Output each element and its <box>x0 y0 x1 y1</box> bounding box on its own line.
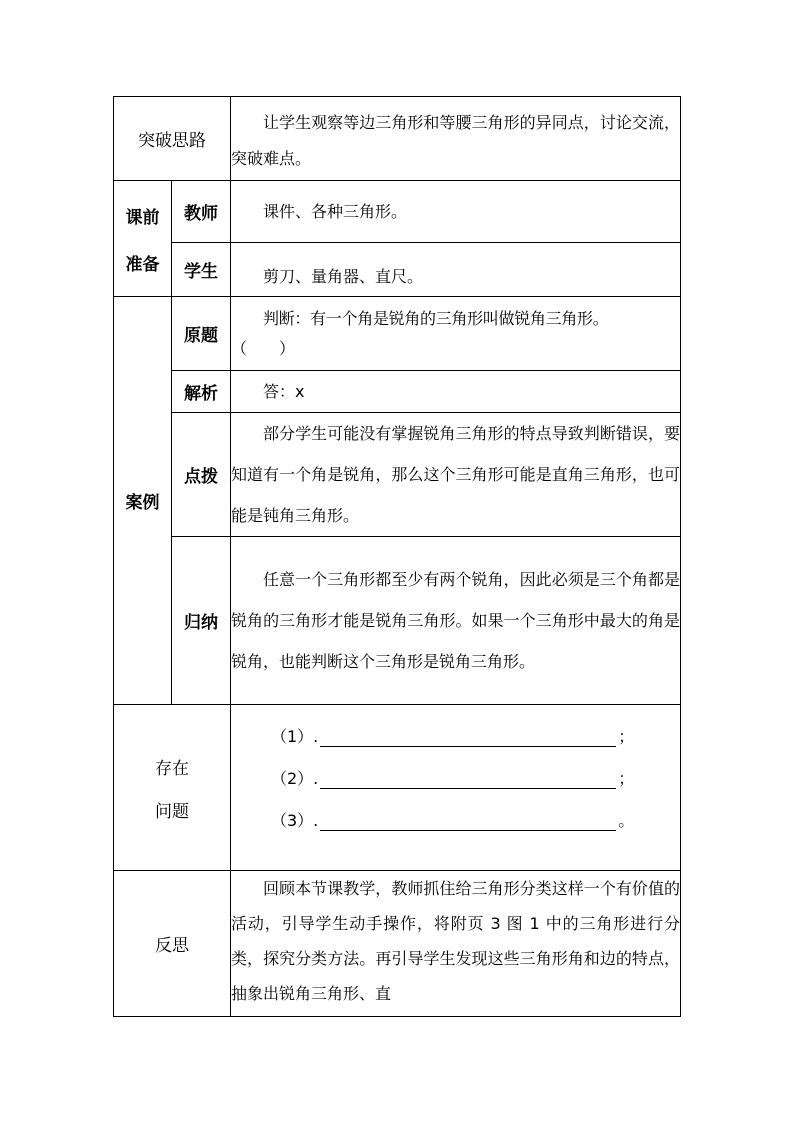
original-label: 原题 <box>172 297 231 371</box>
issues-cell <box>231 705 681 871</box>
issues-label-line1: 存在 <box>155 758 189 779</box>
analysis-text: 答：x <box>231 371 681 413</box>
reflection-text: 回顾本节课教学，教师抓住给三角形分类这样一个有价值的活动，引导学生动手操作，将附页 3 图 1 中的三角形进行分类，探究分类方法。再引导学生发现这些三角形角和边的特点，抽象出锐角三角形、直 <box>231 871 681 1017</box>
issue-2-end: ； <box>618 769 635 788</box>
issue-1-num: （1）. <box>271 727 319 746</box>
prep-student-row <box>114 243 681 297</box>
issue-3-end: 。 <box>618 811 635 830</box>
student-text: 剪刀、量角器、直尺。 <box>231 243 681 297</box>
original-paren: （ ） <box>231 338 296 358</box>
summary-text: 任意一个三角形都至少有两个锐角，因此必须是三个角都是锐角的三角形才能是锐角三角形。如果一个三角形中最大的角是锐角，也能判断这个三角形是锐角三角形。 <box>231 537 681 705</box>
reflection-row <box>114 871 681 1017</box>
issues-label <box>114 705 231 871</box>
issue-1-end: ； <box>618 727 635 746</box>
case-summary-row <box>114 537 681 705</box>
issues-label-line2: 问题 <box>155 801 189 822</box>
prep-label-line1: 课前 <box>125 207 160 228</box>
breakthrough-label: 突破思路 <box>114 97 231 181</box>
analysis-label: 解析 <box>172 371 231 413</box>
issue-line-2 <box>231 747 680 789</box>
issues-row <box>114 705 681 871</box>
issue-line-3 <box>231 789 680 831</box>
issue-3-blank[interactable] <box>320 812 616 831</box>
hint-label: 点拨 <box>172 413 231 537</box>
issue-3-num: （3）. <box>271 811 319 830</box>
original-cell <box>231 297 681 371</box>
case-hint-row <box>114 413 681 537</box>
summary-label: 归纳 <box>172 537 231 705</box>
teacher-text: 课件、各种三角形。 <box>231 181 681 243</box>
original-text: 判断：有一个角是锐角的三角形叫做锐角三角形。 <box>263 308 609 328</box>
teacher-label: 教师 <box>172 181 231 243</box>
issue-1-blank[interactable] <box>320 728 616 747</box>
case-label: 案例 <box>114 297 172 705</box>
hint-text: 部分学生可能没有掌握锐角三角形的特点导致判断错误，要知道有一个角是锐角，那么这个三角形可能是直角三角形，也可能是钝角三角形。 <box>231 413 681 537</box>
prep-label <box>114 181 172 297</box>
prep-teacher-row <box>114 181 681 243</box>
case-analysis-row <box>114 371 681 413</box>
breakthrough-text: 让学生观察等边三角形和等腰三角形的异同点，讨论交流，突破难点。 <box>231 97 681 181</box>
student-label: 学生 <box>172 243 231 297</box>
issue-line-1 <box>231 705 680 747</box>
reflection-label: 反思 <box>114 871 231 1017</box>
lesson-plan-page <box>113 96 681 1017</box>
issue-2-num: （2）. <box>271 769 319 788</box>
case-original-row <box>114 297 681 371</box>
issue-2-blank[interactable] <box>320 770 616 789</box>
prep-label-line2: 准备 <box>125 254 160 275</box>
lesson-plan-table <box>113 96 681 1017</box>
breakthrough-row <box>114 97 681 181</box>
